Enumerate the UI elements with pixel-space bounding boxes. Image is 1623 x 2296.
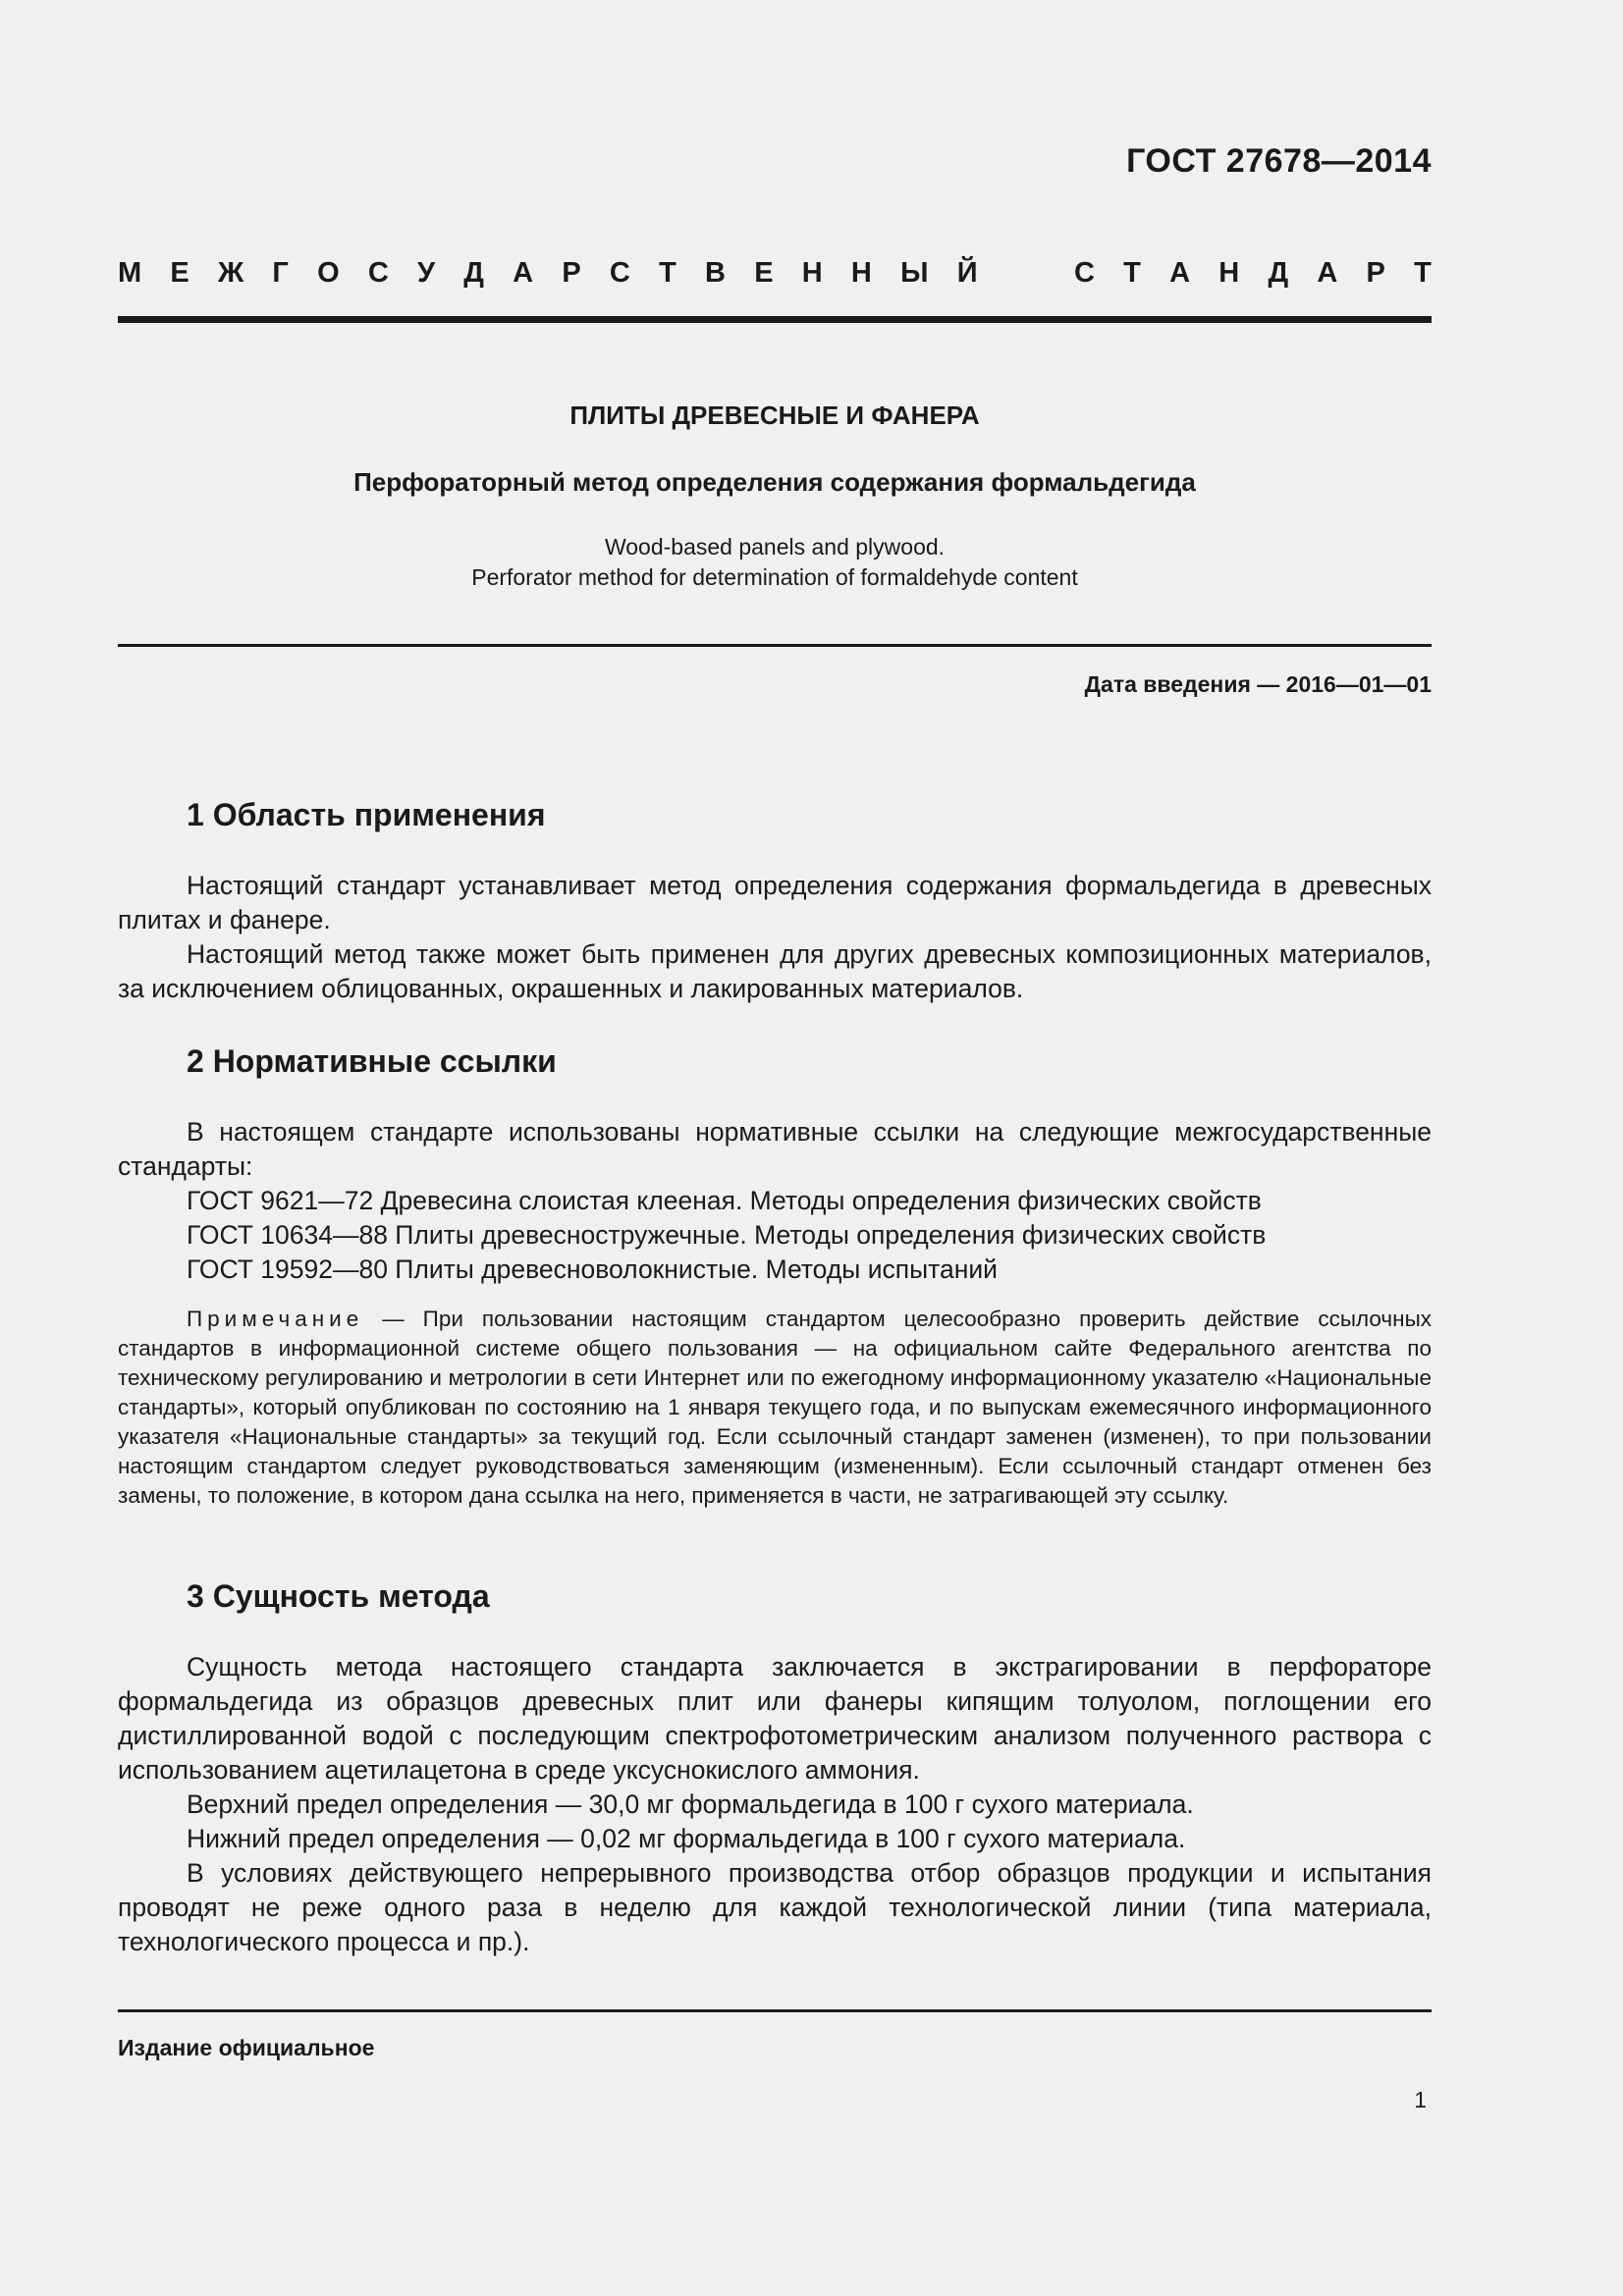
section-2-heading: 2 Нормативные ссылки <box>187 1043 557 1079</box>
heading-letter: Т <box>659 257 676 289</box>
heading-letter: А <box>1317 257 1338 289</box>
header-rule <box>118 316 1432 323</box>
section-3-heading: 3 Сущность метода <box>187 1578 490 1614</box>
section-3-paragraph: В условиях действующего непрерывного производства отбор образцов продукции и испытания проводят не реже одного раза в неделю для каждой технологической линии (типа материала, технологического процесса и пр.). <box>118 1858 1432 1956</box>
standard-number: ГОСТ 27678—2014 <box>1126 142 1432 180</box>
heading-letter: Н <box>1218 257 1240 289</box>
note-text: — При пользовании настоящим стандартом целесообразно проверить действие ссылочных стандартов в информационной системе общего пользования — на официальном сайте Федерального агентства по техническому регулированию и метрологии в сети Интернет или по ежегодному информационному указателю «Национальные стандарты», который опубликован по состоянию на 1 января текущего года, и по выпускам ежемесячного информационного указателя «Национальные стандарты» за текущий год. Если ссылочный стандарт заменен (изменен), то при пользовании настоящим стандартом следует руководствоваться заменяющим (измененным). Если ссылочный стандарт отменен без замены, то положение, в котором дана ссылка на него, применяется в части, не затрагивающей эту ссылку. <box>118 1307 1432 1508</box>
heading-letter: О <box>317 257 340 289</box>
heading-letter: С <box>367 257 389 289</box>
heading-letter: Н <box>801 257 823 289</box>
english-title <box>118 532 1432 593</box>
heading-letter: Р <box>562 257 581 289</box>
heading-letter: Д <box>463 257 484 289</box>
footer-rule <box>118 2009 1432 2012</box>
heading-letter: С <box>609 257 630 289</box>
heading-letter: Е <box>754 257 774 289</box>
document-title: ПЛИТЫ ДРЕВЕСНЫЕ И ФАНЕРА <box>569 400 980 430</box>
heading-letter: А <box>1169 257 1191 289</box>
heading-letter: Т <box>1414 257 1432 289</box>
introduction-date: Дата введения — 2016—01—01 <box>1084 671 1432 697</box>
reference-item: ГОСТ 19592—80 Плиты древесноволокнистые. Методы испытаний <box>187 1255 998 1284</box>
page-number: 1 <box>1414 2087 1427 2112</box>
heading-letter: С <box>1074 257 1095 289</box>
section-3-paragraph: Сущность метода настоящего стандарта заключается в экстрагировании в перфораторе формальдегида из образцов древесных плит или фанеры кипящим толуолом, поглощении его дистиллированной водой с последующим спектрофотометрическим анализом полученного раствора с использованием ацетилацетона в среде уксуснокислого аммония. <box>118 1652 1432 1785</box>
reference-item: ГОСТ 9621—72 Древесина слоистая клееная. Методы определения физических свойств <box>187 1186 1262 1215</box>
document-subtitle: Перфораторный метод определения содержания формальдегида <box>353 467 1196 497</box>
section-2-paragraph: В настоящем стандарте использованы нормативные ссылки на следующие межгосударственные стандарты: <box>118 1117 1432 1181</box>
heading-letter: Н <box>850 257 872 289</box>
english-title-line-2: Perforator method for determination of formaldehyde content <box>471 564 1078 590</box>
note-label: Примечание <box>187 1307 364 1331</box>
heading-letter: Й <box>956 257 978 289</box>
title-rule <box>118 644 1432 647</box>
heading-letter: А <box>513 257 534 289</box>
heading-word-gap <box>1006 257 1046 290</box>
section-2-note <box>118 1305 1432 1511</box>
official-edition-label: Издание официальное <box>118 2035 375 2060</box>
interstate-standard-heading <box>118 257 1432 290</box>
section-1-paragraph: Настоящий метод также может быть применен для других древесных композиционных материалов, за исключением облицованных, окрашенных и лакированных материалов. <box>118 939 1432 1003</box>
section-3-paragraph: Верхний предел определения — 30,0 мг формальдегида в 100 г сухого материала. <box>187 1789 1194 1819</box>
heading-letter: Т <box>1123 257 1141 289</box>
section-1-heading: 1 Область применения <box>187 797 546 832</box>
heading-letter: Е <box>170 257 189 289</box>
heading-letter: В <box>705 257 726 289</box>
heading-letter: У <box>417 257 436 289</box>
reference-item: ГОСТ 10634—88 Плиты древесностружечные. Методы определения физических свойств <box>187 1220 1267 1250</box>
heading-letter: Ы <box>900 257 929 289</box>
section-3-paragraph: Нижний предел определения — 0,02 мг формальдегида в 100 г сухого материала. <box>187 1824 1186 1853</box>
heading-letter: М <box>118 257 142 289</box>
english-title-line-1: Wood-based panels and plywood. <box>604 534 946 560</box>
heading-letter: Д <box>1268 257 1289 289</box>
heading-letter: Р <box>1366 257 1385 289</box>
heading-letter: Г <box>272 257 289 289</box>
section-1-paragraph: Настоящий стандарт устанавливает метод определения содержания формальдегида в древесных плитах и фанере. <box>118 871 1432 934</box>
heading-letter: Ж <box>217 257 244 289</box>
